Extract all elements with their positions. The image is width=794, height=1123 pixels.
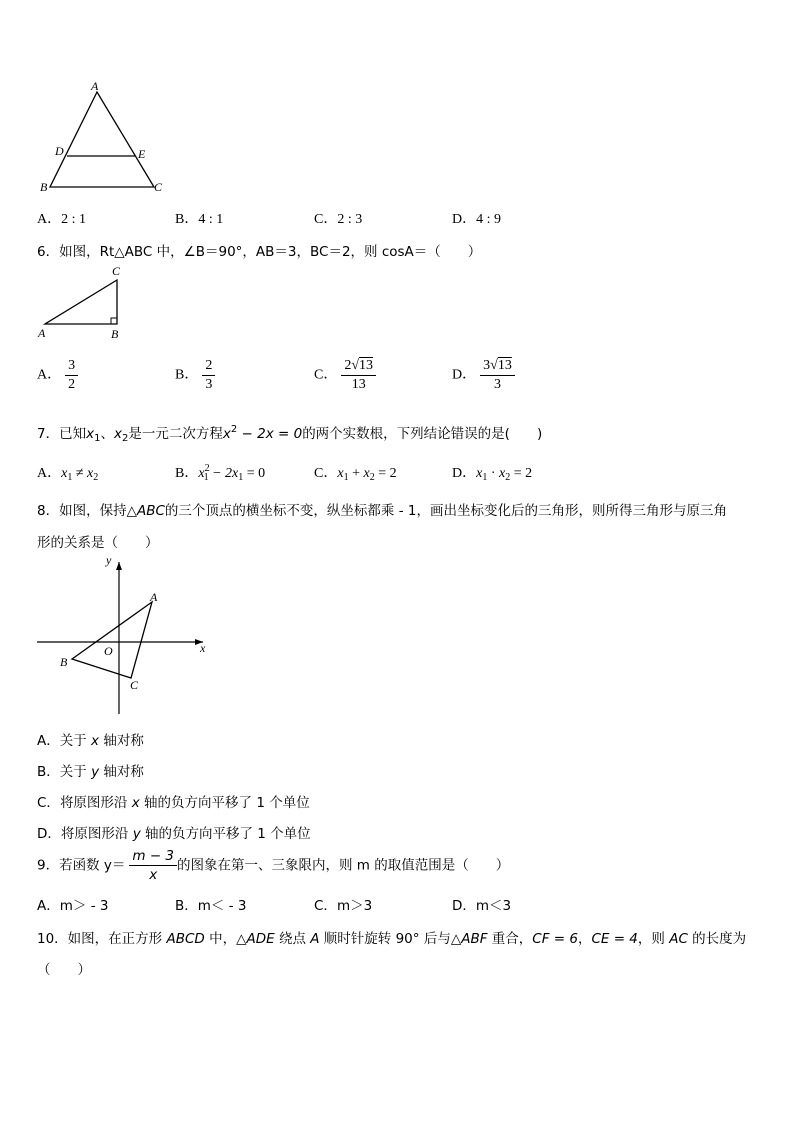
q5-option-a[interactable]: A．2 : 1 (37, 212, 87, 227)
vertex-label-a: A (38, 326, 46, 340)
origin-label: O (104, 644, 113, 658)
vertex-label-a: A (91, 79, 99, 93)
fraction: $\frac{3}{2}$ (65, 358, 78, 393)
q8-option-d[interactable]: D．将原图形沿 y 轴的负方向平移了 1 个单位 (37, 826, 311, 842)
q7-option-b[interactable]: B．$x^2_1 - 2x_1 = 0$ (175, 463, 266, 483)
triangle-abc (72, 602, 152, 678)
q9-option-c[interactable]: C．m＞3 (314, 898, 373, 914)
q8-option-c[interactable]: C．将原图形沿 x 轴的负方向平移了 1 个单位 (37, 795, 310, 811)
q7-option-a[interactable]: A．$x_1 \ne x_2$ (37, 466, 99, 483)
q6-stem: 6．如图，Rt△ABC 中，∠B＝90°，AB＝3，BC＝2，则 cosA＝（ ） (37, 244, 482, 260)
vertex-label-b: B (111, 327, 119, 341)
q7-option-c[interactable]: C．$x_1 + x_2 = 2$ (314, 466, 397, 483)
sqrt-symbol: √ (490, 358, 498, 373)
q8-option-a[interactable]: A．关于 x 轴对称 (37, 733, 144, 749)
vertex-label-c: C (154, 180, 163, 194)
q5-option-d[interactable]: D．4 : 9 (452, 212, 502, 227)
q6-option-c[interactable]: C． $\frac{2√13}{13}$ (314, 358, 376, 393)
q8-stem-line2: 形的关系是（ ） (37, 535, 159, 551)
vertex-label-d: D (55, 144, 64, 158)
vertex-label-a: A (150, 590, 158, 604)
fraction: $\frac{2}{3}$ (202, 358, 215, 393)
q6-option-b[interactable]: B． $\frac{2}{3}$ (175, 358, 215, 393)
vertex-label-c: C (130, 678, 139, 692)
q9-option-a[interactable]: A．m＞ - 3 (37, 898, 109, 914)
vertex-label-b: B (40, 180, 48, 194)
q8-option-b[interactable]: B．关于 y 轴对称 (37, 764, 144, 780)
fraction: $\frac{3√13}{3}$ (480, 358, 515, 393)
vertex-label-c: C (112, 264, 121, 278)
axis-label-y: y (106, 553, 112, 567)
axis-label-x: x (200, 641, 206, 655)
q10-stem-line2: （ ） (37, 962, 91, 978)
q7-stem: 7．已知$x_1$、$x_2$是一元二次方程$x^2 - 2x = 0$的两个实数根，下列结论错误的是( ) (37, 424, 543, 444)
q10-stem-line1: 10．如图，在正方形 ABCD 中，△ADE 绕点 A 顺时针旋转 90° 后与△ABF 重合，CF = 6，CE = 4，则 AC 的长度为 (37, 931, 747, 947)
sqrt-symbol: √ (351, 358, 360, 373)
q5-option-b[interactable]: B．4 : 1 (175, 212, 224, 227)
vertex-label-b: B (60, 655, 68, 669)
fraction: $\frac{2√13}{13}$ (341, 358, 376, 393)
q6-option-d[interactable]: D． $\frac{3√13}{3}$ (452, 358, 515, 393)
q9-option-d[interactable]: D．m＜3 (452, 898, 512, 914)
q6-option-a[interactable]: A． $\frac{3}{2}$ (37, 358, 78, 393)
y-axis-arrow (116, 562, 122, 570)
fraction: $\frac{m - 3}{x}$ (129, 848, 177, 883)
q5-option-c[interactable]: C．2 : 3 (314, 212, 363, 227)
q8-stem-line1: 8．如图，保持△ABC的三个顶点的横坐标不变，纵坐标都乘 - 1，画出坐标变化后的三角形，则所得三角形与原三角 (37, 503, 727, 519)
vertex-label-e: E (138, 147, 146, 161)
q7-option-d[interactable]: D．$x_1 \cdot x_2 = 2$ (452, 466, 533, 483)
q9-option-b[interactable]: B．m＜ - 3 (175, 898, 247, 914)
q9-stem: 9．若函数 y＝ $\frac{m - 3}{x}$ 的图象在第一、三象限内，则 m 的取值范围是（ ） (37, 848, 510, 883)
